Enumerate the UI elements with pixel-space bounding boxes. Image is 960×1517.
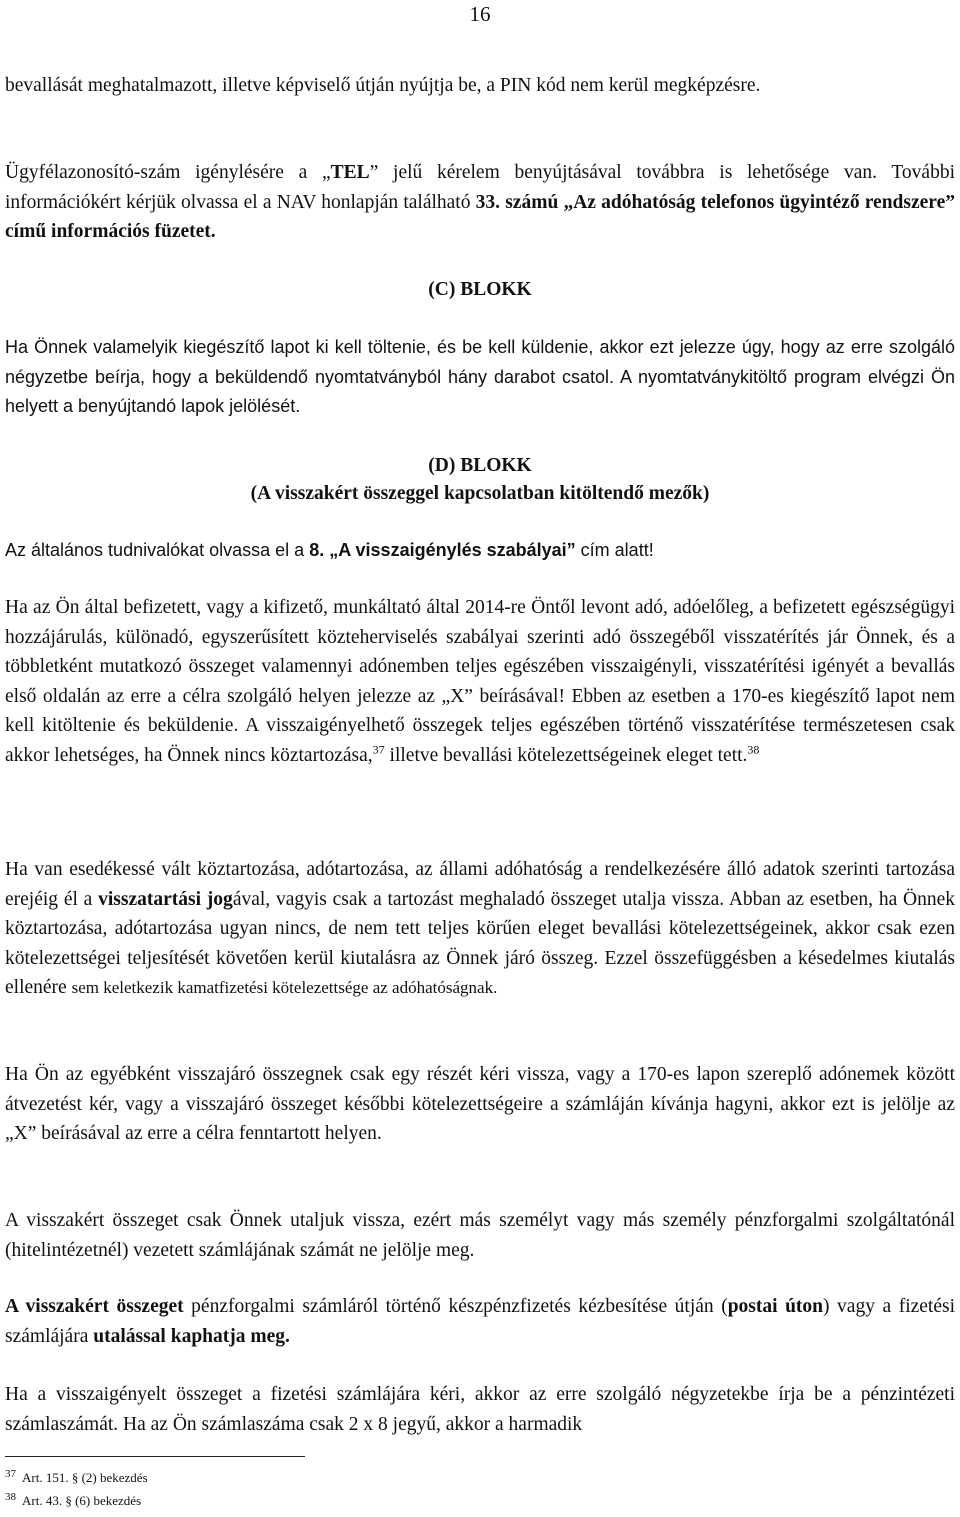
tel-form-name: TEL — [330, 162, 370, 183]
paragraph-client-id: Ügyfélazonosító-szám igénylésére a „TEL” jelű kérelem benyújtásával továbbra is lehetősége van. További információkért kérjük olvassa el a NAV honlapján található 33. számú „Az adóhatóság telefonos ügyintéző rendszere” című információs füzetet. — [5, 162, 956, 242]
paragraph-own-account: A visszakért összeget csak Önnek utaljuk vissza, ezért más személyt vagy más személy pénzforgalmi szolgáltatónál (hitelintézetnél) vezetett számlájának számát ne jelölje meg. — [5, 1210, 955, 1261]
paragraph-account-number: Ha a visszaigényelt összeget a fizetési számlájára kéri, akkor az erre szolgáló négyzetekbe írja be a pénzintézeti számlaszámát. Ha az Ön számlaszáma csak 2 x 8 jegyű, akkor a harmadik — [5, 1384, 955, 1435]
paragraph-pin-note: bevallását meghatalmazott, illetve képviselő útján nyújtja be, a PIN kód nem kerül megképzésre. — [5, 75, 761, 96]
footnote-38: $^{38}$ Art. 43. § (6) bekezdés — [5, 1490, 142, 1508]
info-booklet-title: 33. számú „Az adóhatóság telefonos ügyintéző rendszere” című információs füzetet. — [5, 191, 956, 242]
chapter-reference: 8. „A visszaigénylés szabályai” — [309, 540, 576, 560]
section-subheading-d: (A visszakért összeggel kapcsolatban kitöltendő mezők) — [250, 483, 710, 504]
withholding-right-term: visszatartási jog — [98, 888, 233, 910]
footnote-ref-37[interactable]: 37 — [372, 742, 385, 756]
page-number: 16 — [469, 2, 491, 26]
paragraph-d-intro: Az általános tudnivalókat olvassa el a 8. „A visszaigénylés szabályai” cím alatt! — [5, 540, 654, 560]
footnote-separator — [5, 1456, 305, 1457]
paragraph-c-block: Ha Önnek valamelyik kiegészítő lapot ki kell töltenie, és be kell küldenie, akkor ezt jelezze úgy, hogy az erre szolgáló négyzetbe beírja, hogy a beküldendő nyomtatványból hány darabot csatol. A nyomtatványkitöltő program elvégzi Ön helyett a benyújtandó lapok jelölését. — [5, 337, 955, 416]
paragraph-withholding: Ha van esedékessé vált köztartozása, adótartozása, az állami adóhatóság a rendelkezésére álló adatok szerinti tartozása erejéig él a visszatartási jogával, vagyis csak a tartozást meghaladó összeget utalja vissza. Abban az esetben, ha Önnek köztartozása, adótartozása ugyan nincs, de nem tett teljes körűen eleget bevallási kötelezettségeinek, akkor csak ezen kötelezettségei teljesítését követően kerül kiutalásra az Önnek járó összeg. Ezzel összefüggésben a késedelmes kiutalás ellenére sem keletkezik kamatfizetési kötelezettsége az adóhatóságnak. — [5, 859, 955, 998]
paragraph-partial-refund: Ha Ön az egyébként visszajáró összegnek csak egy részét kéri vissza, vagy a 170-es lapon szereplő adónemek között átvezetést kér, vagy a visszajáró összeget későbbi kötelezettségeire a számláján kívánja hagyni, akkor ezt is jelölje az „X” beírásával az erre a célra fenntartott helyen. — [5, 1064, 955, 1144]
paragraph-payment-method: A visszakért összeget pénzforgalmi számláról történő készpénzfizetés kézbesítése útján (postai úton) vagy a fizetési számlájára utalással kaphatja meg. — [5, 1296, 955, 1347]
section-heading-c: (C) BLOKK — [428, 279, 532, 300]
footnote-37: $^{37}$ Art. 151. § (2) bekezdés — [5, 1467, 148, 1485]
footnote-ref-38[interactable]: 38 — [747, 742, 760, 756]
section-heading-d: (D) BLOKK — [428, 455, 532, 476]
paragraph-refund: Ha az Ön által befizetett, vagy a kifizető, munkáltató által 2014-re Öntől levont adó, adóelőleg, a befizetett egészségügyi hozzájárulás, különadó, egyszerűsített közteherviselés szabályai szerinti adó összegéből visszatérítés jár Önnek, és a többletként mutatkozó összeget valamennyi adónemben teljes egészében visszaigényli, visszatérítési igényét a bevallás első oldalán az erre a célra szolgáló helyen jelezze az „X” beírásával! Ebben az esetben a 170-es kiegészítő lapot nem kell kitöltenie és beküldenie. A visszaigényelhető összegek teljes egészében történő visszatérítése természetesen csak akkor lehetséges, ha Önnek nincs köztartozása,$^{37}$ illetve bevallási kötelezettségeinek eleget tett.$^{38}$ — [5, 597, 955, 766]
